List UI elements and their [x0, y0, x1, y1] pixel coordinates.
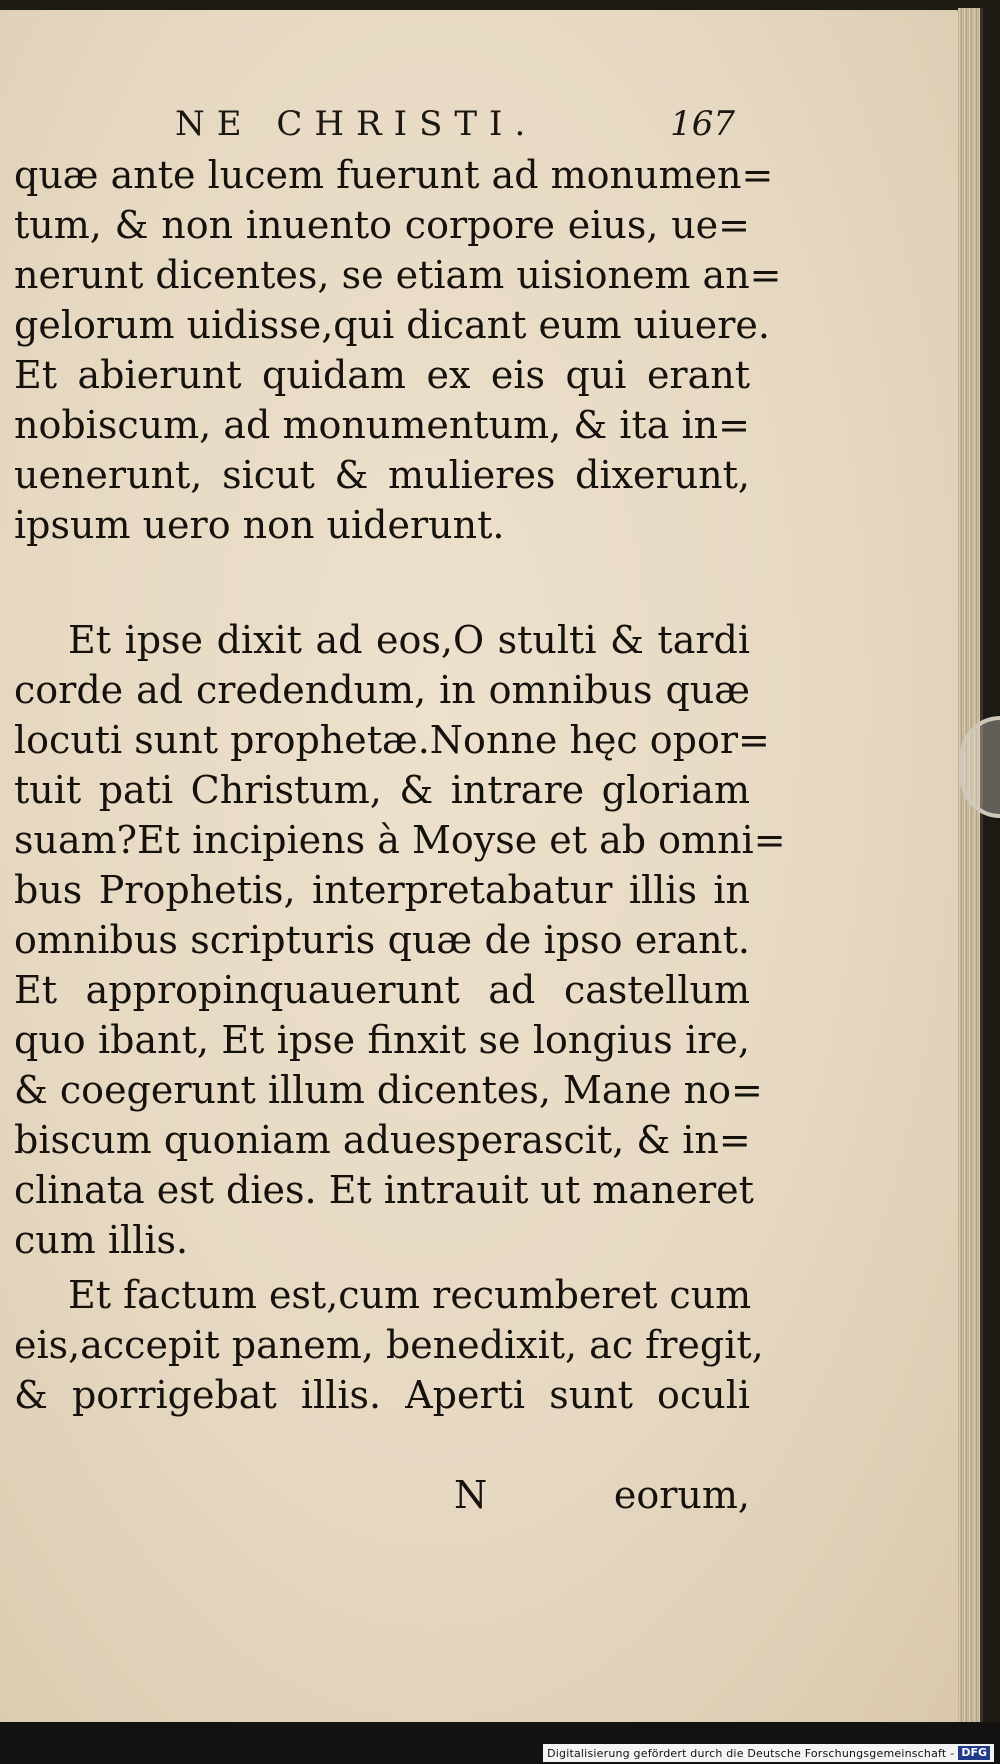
- text-line: Et ipse dixit ad eos,O stulti & tardi: [68, 618, 750, 662]
- text-line: eis,accepit panem, benedixit, ac fregit,: [14, 1323, 764, 1367]
- text-line: nobiscum, ad monumentum, & ita in=: [14, 403, 750, 447]
- text-line: biscum quoniam aduesperascit, & in=: [14, 1118, 751, 1162]
- text-line: omnibus scripturis quæ de ipso erant.: [14, 918, 750, 962]
- text-line: quæ ante lucem fuerunt ad monumen=: [14, 153, 774, 197]
- credit-text: Digitalisierung gefördert durch die Deutsche Forschungsgemeinschaft -: [547, 1746, 955, 1760]
- text-line: corde ad credendum, in omnibus quæ: [14, 668, 750, 712]
- text-line: suam?Et incipiens à Moyse et ab omni=: [14, 818, 786, 862]
- text-line: Et factum est,cum recumberet cum: [68, 1273, 752, 1317]
- page-header: [175, 104, 735, 150]
- page-number: 167: [670, 104, 735, 144]
- text-line: & porrigebat illis. Aperti sunt oculi: [14, 1373, 750, 1417]
- text-line: & coegerunt illum dicentes, Mane no=: [14, 1068, 763, 1112]
- text-line: locuti sunt prophetæ.Nonne hęc opor=: [14, 718, 770, 762]
- text-line: cum illis.: [14, 1218, 189, 1262]
- digitization-credit: [543, 1744, 994, 1762]
- text-line: ipsum uero non uiderunt.: [14, 503, 505, 547]
- text-line: gelorum uidisse,qui dicant eum uiuere.: [14, 303, 770, 347]
- dfg-logo-icon: DFG: [958, 1746, 990, 1760]
- text-line: uenerunt, sicut & mulieres dixerunt,: [14, 453, 750, 497]
- catchword: eorum,: [613, 1473, 750, 1517]
- text-line: tum, & non inuento corpore eius, ue=: [14, 203, 750, 247]
- text-line: Et appropinquauerunt ad castellum: [14, 968, 750, 1012]
- page-edges: [958, 8, 983, 1728]
- text-line: quo ibant, Et ipse finxit se longius ire,: [14, 1018, 750, 1062]
- page-footer: [454, 1470, 750, 1520]
- text-line: clinata est dies. Et intrauit ut maneret: [14, 1168, 754, 1212]
- text-line: bus Prophetis, interpretabatur illis in: [14, 868, 750, 912]
- text-line: nerunt dicentes, se etiam uisionem an=: [14, 253, 782, 297]
- text-line: tuit pati Christum, & intrare gloriam: [14, 768, 750, 812]
- text-line: Et abierunt quidam ex eis qui erant: [14, 353, 750, 397]
- running-head: NE CHRISTI.: [175, 104, 538, 144]
- signature-mark: N: [454, 1473, 488, 1517]
